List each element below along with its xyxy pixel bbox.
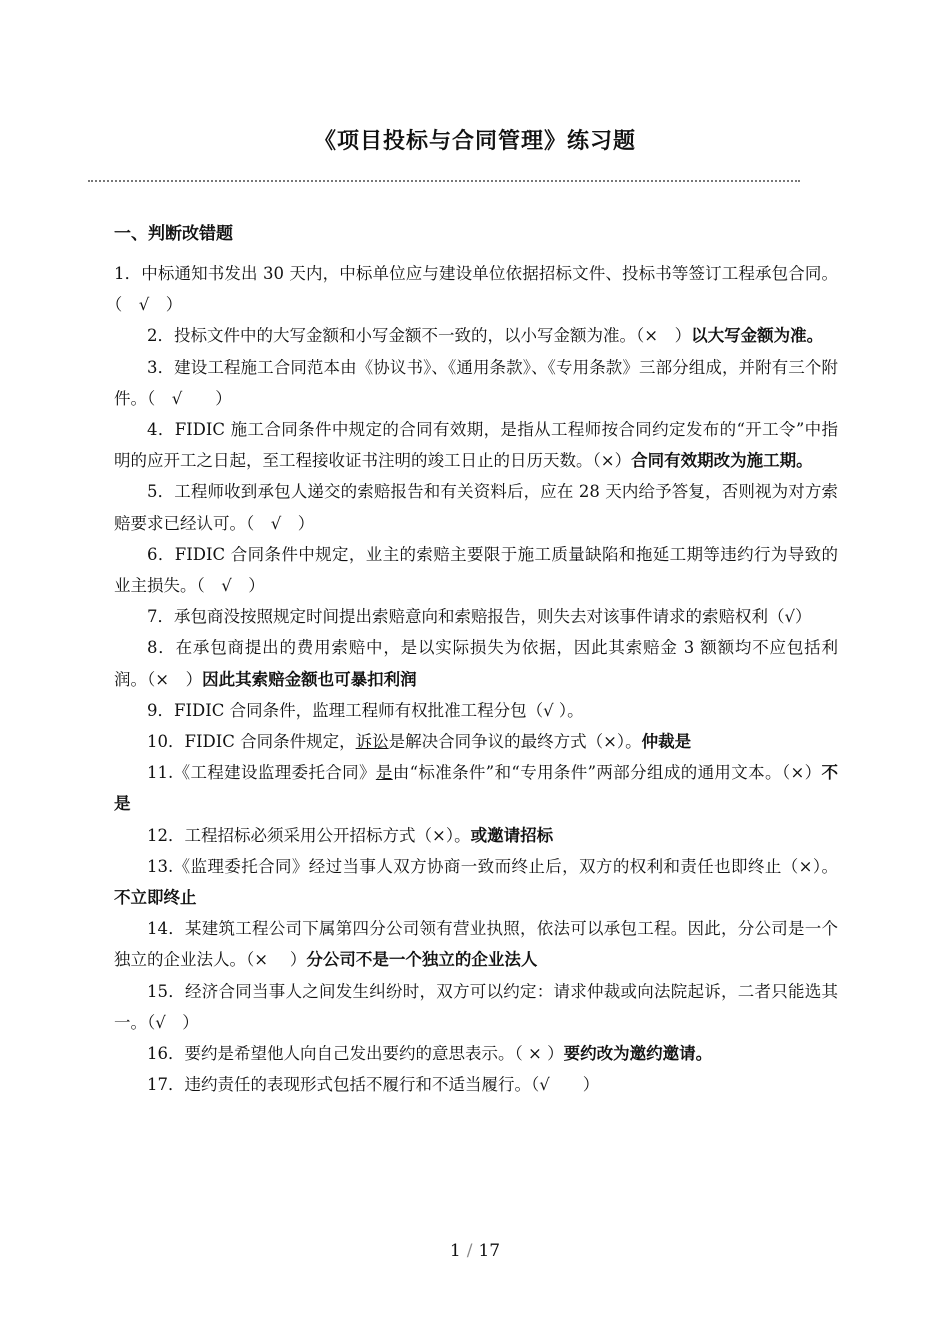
question-text: 6．FIDIC 合同条件中规定，业主的索赔主要限于施工质量缺陷和拖延工期等违约行为导致的业主损失。 [114, 544, 838, 596]
question-item [114, 820, 838, 851]
document-title: 《项目投标与合同管理》练习题 [313, 129, 636, 154]
underlined-term: 是 [375, 763, 393, 783]
question-text: 9．FIDIC 合同条件，监理工程师有权批准工程分包 [147, 700, 527, 720]
question-list [114, 258, 838, 1100]
question-text: 1．中标通知书发出 30 天内，中标单位应与建设单位依据招标文件、投标书等签订工程承包合同。 [114, 264, 838, 283]
question-text: 14．某建筑工程公司下属第四分公司领有营业执照，依法可以承包工程。因此，分公司是一个独立的企业法人。 [114, 919, 838, 970]
question-item [114, 851, 838, 913]
question-item [114, 913, 838, 975]
answer-mark: （×）。 [586, 732, 642, 752]
page-total: 17 [478, 1241, 501, 1261]
question-text: 2．投标文件中的大写金额和小写金额不一致的，以小写金额为准。 [147, 326, 636, 346]
answer-mark: （× ） [246, 950, 307, 970]
question-item [114, 476, 838, 538]
question-item [114, 726, 838, 757]
page-current: 1 [449, 1241, 461, 1261]
question-text: 17．违约责任的表现形式包括不履行和不适当履行。 [147, 1075, 531, 1095]
answer-mark: （√ ） [147, 1012, 199, 1032]
answer-mark: （×） [592, 451, 632, 471]
correction-text: 合同有效期改为施工期。 [631, 451, 813, 471]
page-number [0, 1241, 950, 1261]
answer-mark: （ √ ） [246, 513, 315, 533]
question-text: 8．在承包商提出的费用索赔中，是以实际损失为依据，因此其索赔金 3 额额均不应包括利润。 [114, 638, 838, 689]
answer-mark: （×） [781, 763, 822, 783]
question-text: 13.《监理委托合同》经过当事人双方协商一致而终止后，双方的权利和责任也即终止 [147, 856, 782, 876]
question-item [114, 258, 838, 320]
question-text: 15．经济合同当事人之间发生纠纷时，双方可以约定：请求仲裁或向法院起诉，二者只能选其一。 [114, 981, 838, 1032]
answer-mark: （ √ ） [147, 388, 232, 408]
answer-mark: （× ） [636, 326, 692, 346]
correction-text: 或邀请招标 [470, 825, 554, 845]
question-item [114, 632, 838, 694]
question-text: 7．承包商没按照规定时间提出索赔意向和索赔报告，则失去对该事件请求的索赔权利 [147, 607, 768, 627]
answer-mark: （√） [768, 607, 812, 627]
question-text: 12．工程招标必须采用公开招标方式 [147, 825, 416, 845]
answer-mark: （ √ ） [196, 576, 265, 596]
correction-text: 因此其索赔金额也可暴扣利润 [202, 669, 417, 689]
question-item [114, 1069, 838, 1100]
question-text: 是解决合同争议的最终方式 [388, 732, 587, 752]
question-text: 3．建设工程施工合同范本由《协议书》、《通用条款》、《专用条款》三部分组成，并附有三个附件。 [114, 357, 838, 408]
correction-text: 仲裁是 [641, 732, 692, 752]
question-text: 5．工程师收到承包人递交的索赔报告和有关资料后，应在 28 天内给予答复，否则视为对方索赔要求已经认可。 [114, 482, 838, 533]
question-item [114, 539, 838, 601]
question-item [114, 352, 838, 414]
dotted-divider [88, 180, 800, 182]
correction-text: 以大写金额为准。 [691, 326, 824, 346]
page-separator: / [466, 1241, 473, 1261]
question-text: 4．FIDIC 施工合同条件中规定的合同有效期，是指从工程师按合同约定发布的“开工令”中指明的应开工之日起，至工程接收证书注明的竣工日止的日历天数。 [114, 420, 838, 471]
question-text-prefix: 11.《工程建设监理委托合同》 [147, 763, 376, 783]
question-item [114, 976, 838, 1038]
correction-text: 要约改为邀约邀请。 [563, 1044, 713, 1064]
question-item [114, 414, 838, 476]
question-item [114, 695, 838, 726]
answer-mark: （× ） [147, 669, 203, 689]
underlined-term: 诉讼 [355, 732, 389, 752]
correction-text: 不立即终止 [114, 888, 197, 908]
question-item [114, 1038, 838, 1069]
correction-text: 分公司不是一个独立的企业法人 [306, 950, 538, 970]
answer-mark: （×）。 [781, 856, 839, 876]
answer-mark: （√ ）。 [526, 700, 584, 720]
answer-mark: （ × ） [514, 1044, 564, 1064]
question-text: 由“标准条件”和“专用条件”两部分组成的通用文本。 [392, 763, 782, 783]
answer-mark: （√ ） [531, 1075, 600, 1095]
question-text-prefix: 10．FIDIC 合同条件规定， [147, 732, 356, 752]
question-item [114, 601, 838, 632]
question-item [114, 757, 838, 819]
answer-mark: （×）。 [415, 825, 471, 845]
answer-mark: （ √ ） [114, 295, 183, 315]
correction-text: 不是 [114, 763, 838, 814]
section-heading: 一、判断改错题 [114, 224, 233, 244]
question-item [114, 320, 838, 351]
question-text: 16．要约是希望他人向自己发出要约的意思表示。 [147, 1044, 515, 1064]
